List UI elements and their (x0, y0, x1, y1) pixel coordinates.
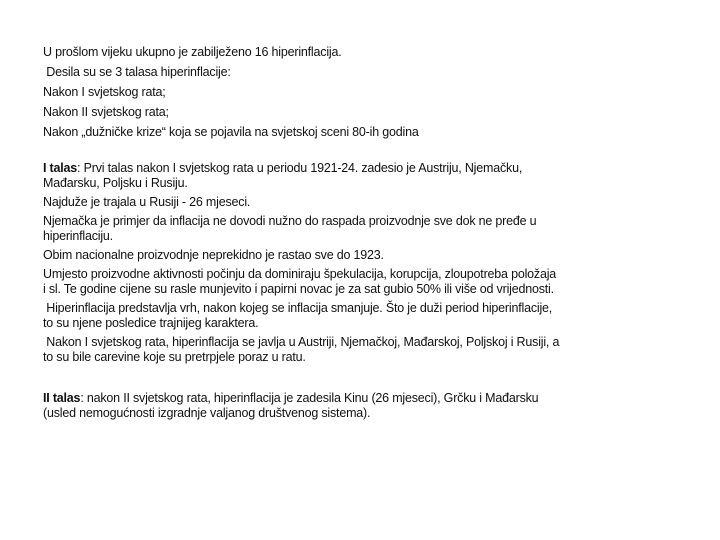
wave1-p7: Nakon I svjetskog rata, hiperinflacija se javlja u Austriji, Njemačkoj, Mađarskoj, Poljskoj i Rusiji, a (43, 335, 560, 349)
wave1-p6: Hiperinflacija predstavlja vrh, nakon kojeg se inflacija smanjuje. Što je duži period hiperinflacije, (43, 301, 553, 315)
wave1-p7: to su bile carevine koje su pretrpjele poraz u ratu. (43, 350, 306, 364)
wave1-label: I talas (43, 161, 78, 175)
wave2-line2: (usled nemogućnosti izgradnje valjanog društvenog sistema). (43, 406, 371, 420)
wave2-label: II talas (43, 391, 81, 405)
wave1-text: : Prvi talas nakon I svjetskog rata u periodu 1921-24. zadesio je Austriju, Njemačku, (77, 161, 523, 175)
wave1-p5: i sl. Te godine cijene su rasle munjevito i papirni novac je za sat gubio 50% ili više od vrijednosti. (43, 282, 554, 296)
intro-line: U prošlom vijeku ukupno je zabilježeno 16 hiperinflacija. (43, 45, 342, 59)
wave1-p6: to su njene posledice trajnijeg karaktera. (43, 316, 259, 330)
wave2-line (43, 391, 538, 406)
intro-line: Nakon „dužničke krize“ koja se pojavila na svjetskoj sceni 80-ih godina (43, 125, 419, 139)
wave1-section (43, 161, 559, 365)
intro-list (43, 45, 419, 140)
wave2-text: : nakon II svjetskog rata, hiperinflacija je zadesila Kinu (26 mjeseci), Grčku i Mađarsku (80, 391, 539, 405)
wave1-p1 (43, 161, 559, 176)
wave1-p2: Najduže je trajala u Rusiji - 26 mjeseci. (43, 195, 251, 209)
wave1-p1-line2: Mađarsku, Poljsku i Rusiju. (43, 176, 188, 190)
wave2-section (43, 391, 538, 421)
intro-line: Nakon I svjetskog rata; (43, 85, 166, 99)
intro-line: Nakon II svjetskog rata; (43, 105, 169, 119)
wave1-p3: hiperinflaciju. (43, 229, 113, 243)
wave1-p4: Obim nacionalne proizvodnje neprekidno je rastao sve do 1923. (43, 248, 384, 262)
wave1-p3: Njemačka je primjer da inflacija ne dovodi nužno do raspada proizvodnje sve dok ne pređe u (43, 214, 537, 228)
wave1-p5: Umjesto proizvodne aktivnosti počinju da dominiraju špekulacija, korupcija, zloupotreba položaja (43, 267, 557, 281)
intro-line: Desila su se 3 talasa hiperinflacije: (43, 65, 231, 79)
